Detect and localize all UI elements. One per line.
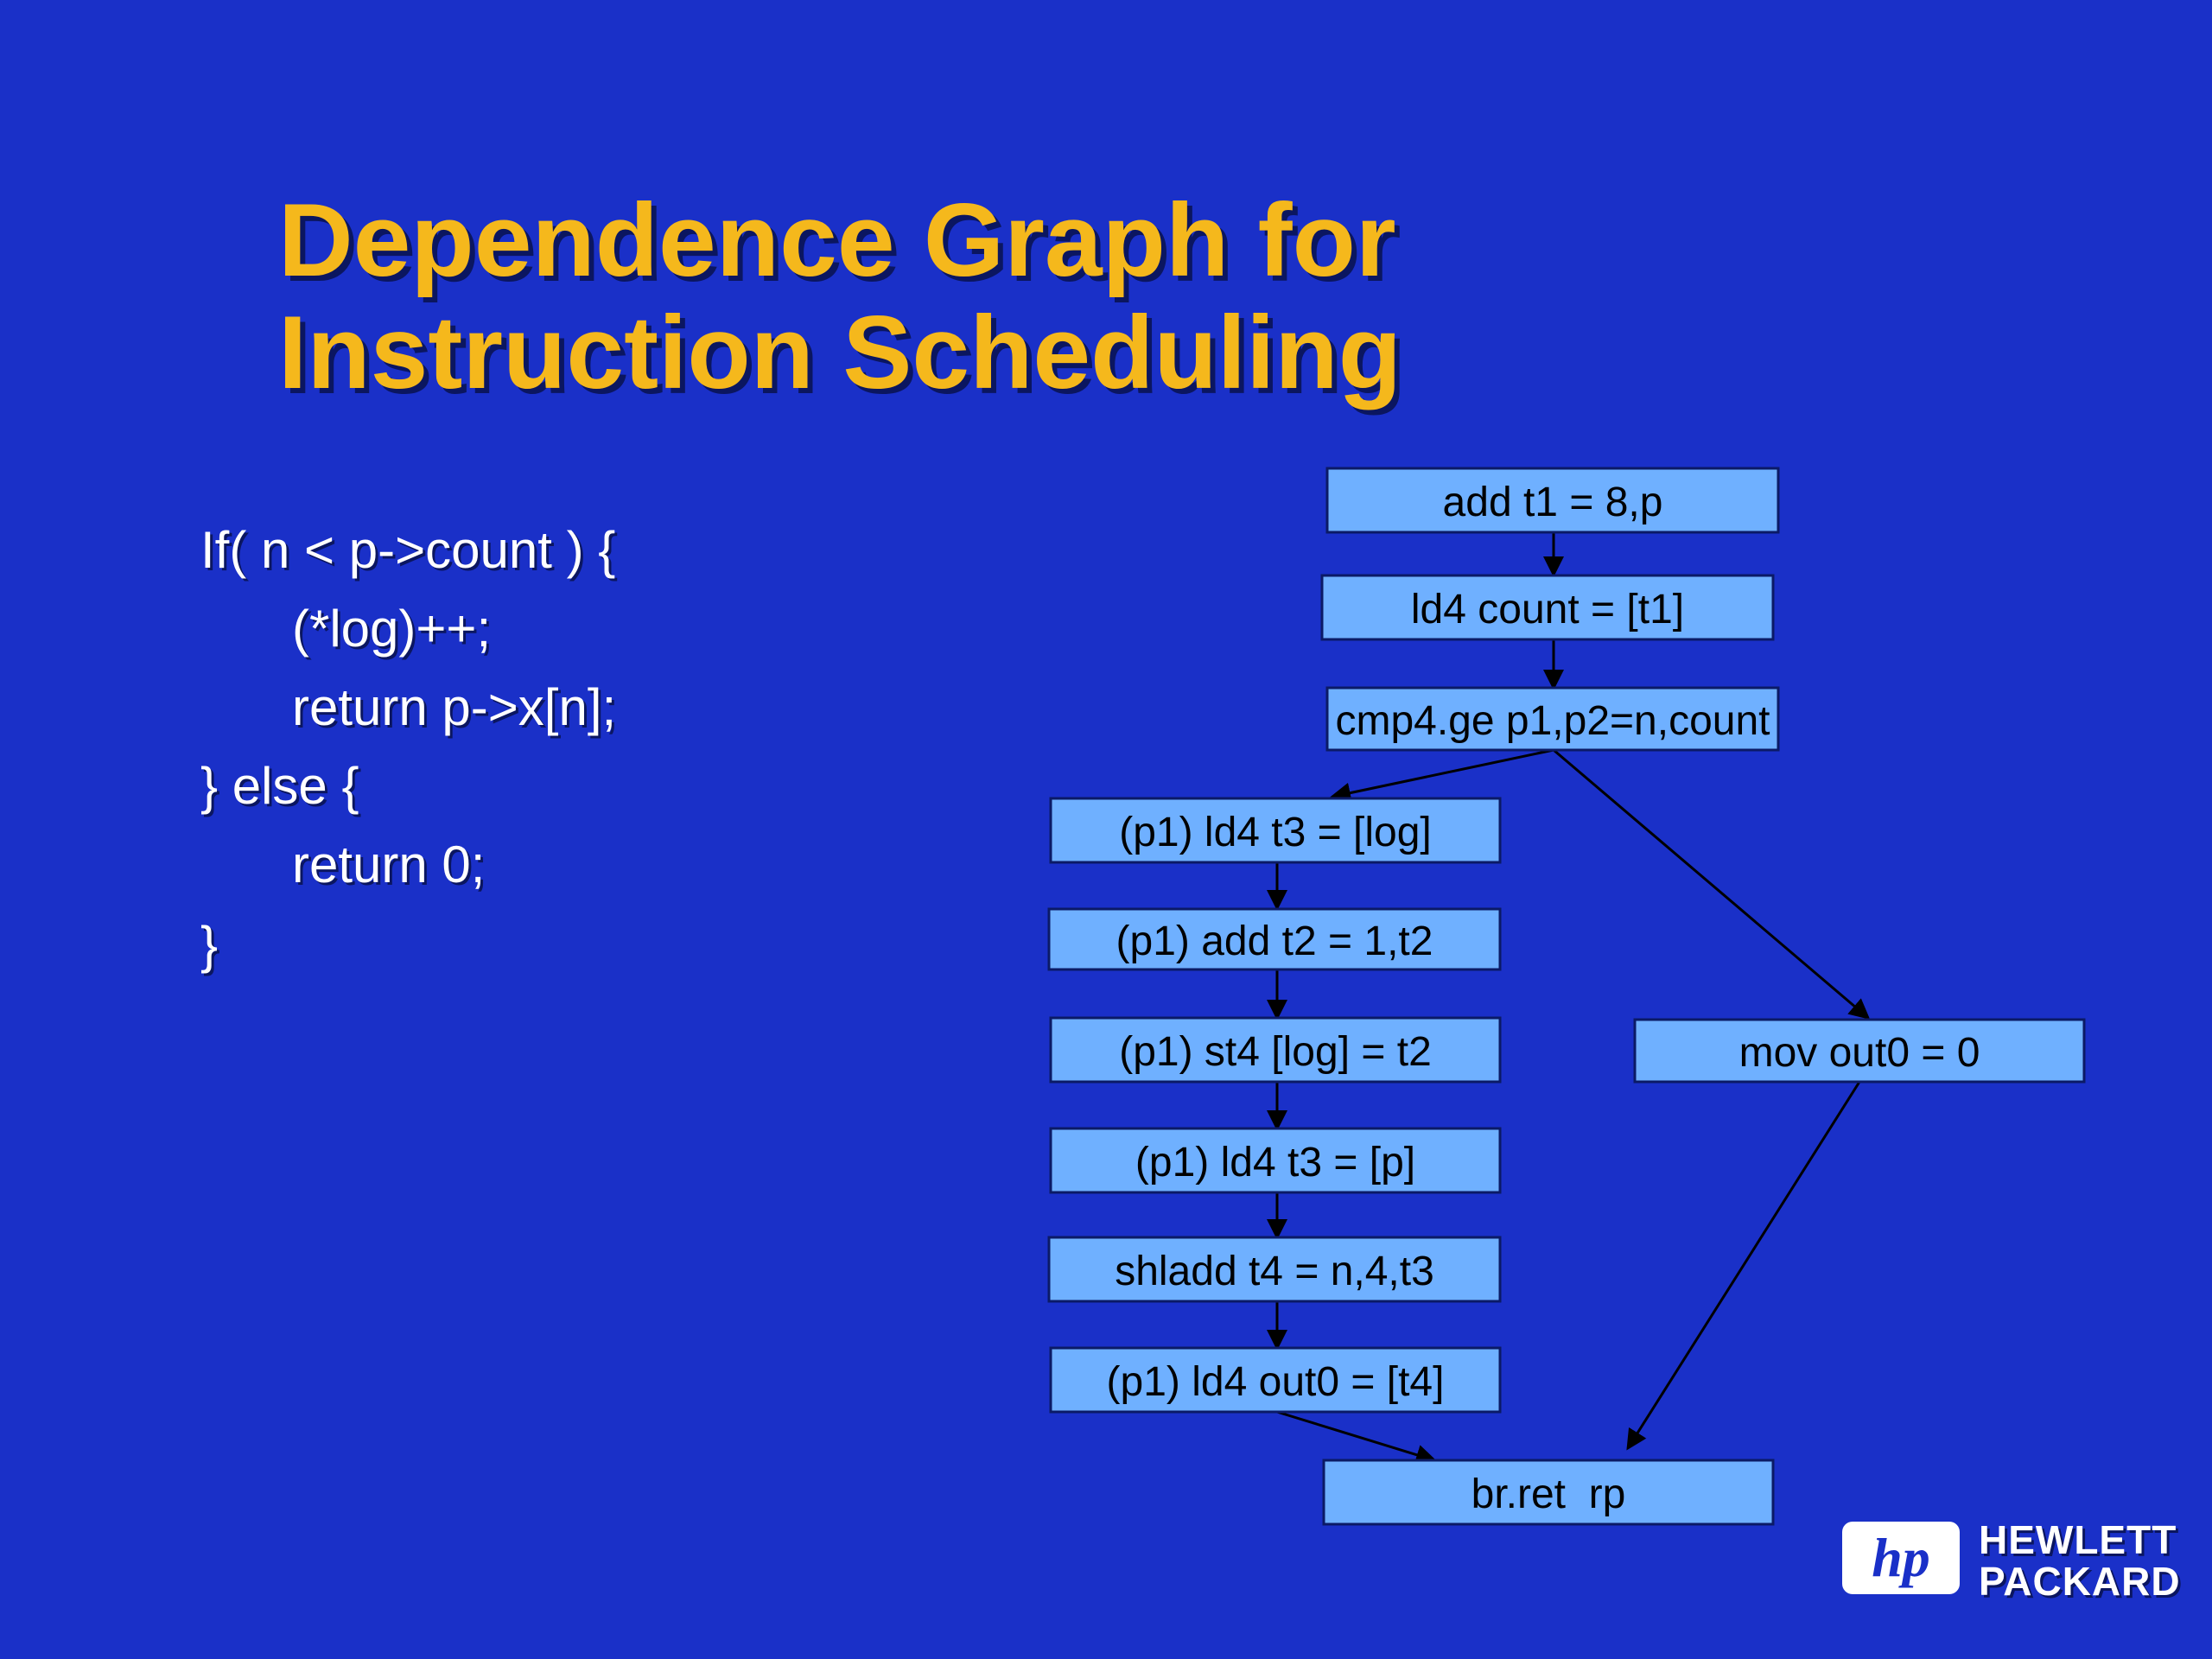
graph-edges: [1277, 532, 1868, 1460]
edge-n3-n10: [1554, 750, 1868, 1018]
code-line-log-increment: (*log)++;: [292, 600, 492, 658]
graph-node-add-t2: [1049, 909, 1500, 969]
node-label: (p1) add t2 = 1,t2: [1116, 918, 1433, 964]
slide-title-line-2: Instruction Scheduling: [278, 295, 1402, 410]
graph-node-add-t1: [1327, 468, 1778, 532]
node-label: mov out0 = 0: [1738, 1030, 1980, 1076]
graph-node-br-ret: [1324, 1460, 1773, 1524]
node-label: (p1) ld4 t3 = [p]: [1135, 1140, 1416, 1185]
hewlett-packard-logo: [1842, 1516, 2205, 1604]
node-label: (p1) ld4 t3 = [log]: [1119, 810, 1432, 855]
node-label: cmp4.ge p1,p2=n,count: [1335, 698, 1770, 744]
code-line-close-brace: }: [200, 916, 219, 974]
hp-badge-icon: [1842, 1522, 1960, 1594]
graph-node-st4-log: [1051, 1018, 1500, 1082]
node-label: shladd t4 = n,4,t3: [1115, 1249, 1434, 1294]
slide-title-line-1: Dependence Graph for: [278, 182, 1396, 298]
graph-node-mov-out0: [1635, 1020, 2084, 1082]
edge-n3-n4: [1332, 750, 1554, 797]
logo-word-hewlett: HEWLETT: [1979, 1517, 2177, 1562]
hp-badge-text: hp: [1872, 1527, 1930, 1588]
graph-node-ld4-count: [1322, 575, 1773, 639]
graph-node-ld4-t3-p: [1051, 1128, 1500, 1192]
code-line-if: If( n < p->count ) {: [200, 521, 616, 579]
code-line-return-zero: return 0;: [292, 836, 486, 893]
graph-node-shladd: [1049, 1237, 1500, 1301]
graph-node-ld4-out0: [1051, 1348, 1500, 1412]
code-line-return-x: return p->x[n];: [292, 678, 617, 736]
graph-node-cmp4: [1327, 688, 1778, 750]
node-label: br.ret rp: [1471, 1471, 1626, 1517]
graph-node-ld4-t3-log: [1051, 798, 1500, 862]
node-label: (p1) st4 [log] = t2: [1119, 1029, 1432, 1075]
code-line-else: } else {: [200, 757, 359, 815]
logo-word-packard: PACKARD: [1979, 1559, 2181, 1604]
node-label: add t1 = 8,p: [1442, 480, 1663, 525]
node-label: ld4 count = [t1]: [1410, 587, 1685, 632]
edge-n9-n11: [1277, 1412, 1434, 1460]
edge-n10-n11: [1628, 1082, 1859, 1448]
node-label: (p1) ld4 out0 = [t4]: [1106, 1359, 1445, 1405]
